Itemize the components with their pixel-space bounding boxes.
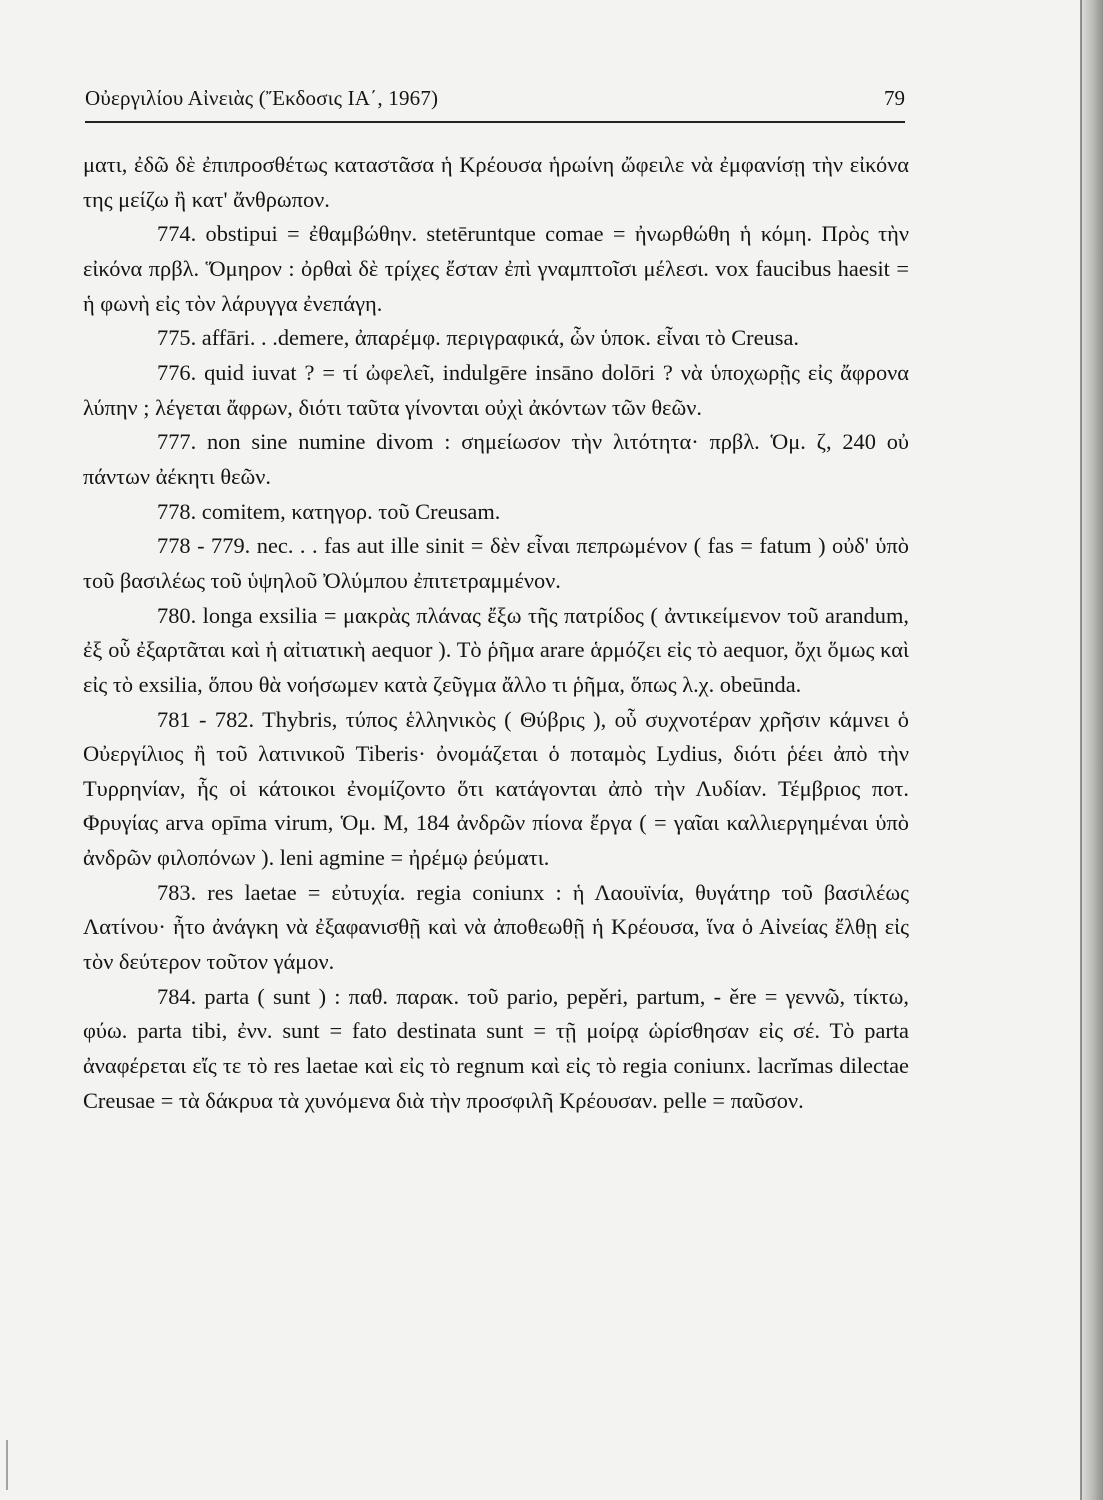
note-775: 775. affāri. . .demere, ἀπαρέμφ. περιγραφικά, ὧν ὑποκ. εἶναι τὸ Creusa.	[157, 325, 800, 351]
note-783: 783. res laetae = εὐτυχία. regia coniunx : ἡ Λαουϊνία, θυγάτηρ τοῦ βασιλέως Λατίνου· ἦτο ἀνάγκη νὰ ἐξαφανισθῇ καὶ νὰ ἀποθεωθῇ ἡ Κρέουσα, ἵνα ὁ Αἰνείας ἔλθῃ εἰς τὸν δεύτερον τοῦτον γάμον.	[83, 879, 909, 975]
commentary-body	[83, 148, 909, 1118]
page-binding-edge	[1081, 0, 1103, 1500]
note-777: 777. non sine numine divom : σημείωσον τὴν λιτότητα· πρβλ. Ὁμ. ζ, 240 οὐ πάντων ἀέκητι θεῶν.	[83, 429, 909, 489]
note-778: 778. comitem, κατηγορ. τοῦ Creusam.	[157, 498, 501, 524]
note-784: 784. parta ( sunt ) : παθ. παρακ. τοῦ pario, pepěri, partum, - ěre = γεννῶ, τίκτω, φύω. parta tibi, ἐνν. sunt = fato destinata sunt = τῇ μοίρᾳ ὡρίσθησαν εἰς σέ. Τὸ parta ἀναφέρεται εἴς τε τὸ res laetae καὶ εἰς τὸ regnum καὶ εἰς τὸ regia coniunx. lacrĭmas dilectae Creusae = τὰ δάκρυα τὰ χυνόμενα διὰ τὴν προσφιλῆ Κρέουσαν. pelle = παῦσον.	[83, 983, 909, 1113]
note-776: 776. quid iuvat ? = τί ὠφελεῖ, indulgēre insāno dolōri ? νὰ ὑποχωρῇς εἰς ἄφρονα λύπην ; λέγεται ἄφρων, διότι ταῦτα γίνονται οὐχὶ ἀκόντων τῶν θεῶν.	[83, 359, 909, 420]
running-header-title: Οὐεργιλίου Αἰνειὰς (Ἔκδοσις ΙΑ΄, 1967)	[85, 86, 439, 110]
note-780: 780. longa exsilia = μακρὰς πλάνας ἔξω τῆς πατρίδος ( ἀντικείμενον τοῦ arandum, ἐξ οὗ ἐξαρτᾶται καὶ ἡ αἰτιατικὴ aequor ). Τὸ ῥῆμα arare ἁρμόζει εἰς τὸ aequor, ὄχι ὅμως καὶ εἰς τὸ exsilia, ὅπου θὰ νοήσωμεν κατὰ ζεῦγμα ἄλλο τι ῥῆμα, ὅπως λ.χ. obeūnda.	[83, 602, 909, 697]
note-774: 774. obstipui = ἐθαμβώθην. stetēruntque comae = ἠνωρθώθη ἡ κόμη. Πρὸς τὴν εἰκόνα πρβλ. Ὅμηρον : ὀρθαὶ δὲ τρίχες ἔσταν ἐπὶ γναμπτοῖσι μέλεσι. vox faucibus haesit = ἡ φωνὴ εἰς τὸν λάρυγγα ἐνεπάγη.	[83, 221, 909, 316]
note-778-779: 778 - 779. nec. . . fas aut ille sinit = δὲν εἶναι πεπρωμένον ( fas = fatum ) οὐδ' ὑπὸ τοῦ βασιλέως τοῦ ὑψηλοῦ Ὀλύμπου ἐπιτετραμμένον.	[83, 533, 909, 593]
note-781-782: 781 - 782. Thybris, τύπος ἑλληνικὸς ( Θύβρις ), οὗ συχνοτέραν χρῆσιν κάμνει ὁ Οὐεργίλιος ἢ τοῦ λατινικοῦ Tiberis· ὀνομάζεται ὁ ποταμὸς Lydius, διότι ῥέει ἀπὸ τὴν Τυρρηνίαν, ἧς οἱ κάτοικοι ἐνομίζοντο ὅτι κατάγονται ἀπὸ τὴν Λυδίαν. Τέμβριος ποτ. Φρυγίας arva opīma virum, Ὁμ. Μ, 184 ἀνδρῶν πίονα ἔργα ( = γαῖαι καλλιεργημέναι ὑπὸ ἀνδρῶν φιλοπόνων ). leni agmine = ἠρέμῳ ῥεύματι.	[83, 706, 909, 871]
binding-shadow-line	[1080, 0, 1082, 1500]
running-header	[85, 86, 905, 116]
paragraph-continuation: ματι, ἐδῶ δὲ ἐπιπροσθέτως καταστᾶσα ἡ Κρέουσα ἡρωίνη ὤφειλε νὰ ἐμφανίσῃ τὴν εἰκόνα της μείζω ἢ κατ' ἄνθρωπον.	[83, 152, 909, 212]
page-number: 79	[884, 86, 905, 110]
header-rule	[85, 121, 905, 123]
scan-margin-mark	[6, 1440, 8, 1490]
